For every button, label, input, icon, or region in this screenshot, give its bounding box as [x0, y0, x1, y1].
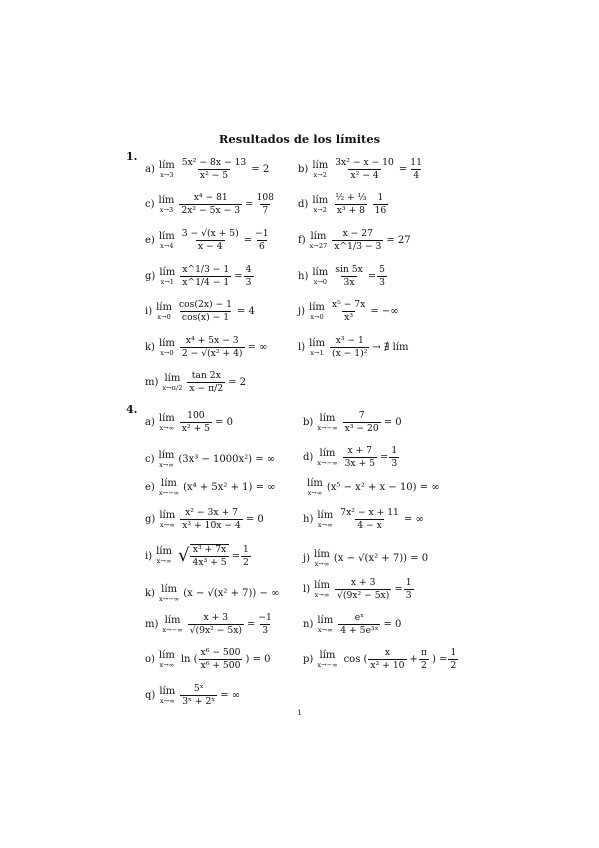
result: = 27: [386, 235, 411, 247]
limit-operator: lím x→2: [312, 159, 329, 179]
fraction: $\frac{x - 27}{x\^{}1/3 - 3}$: [334, 228, 382, 253]
fraction: $\frac{x + 3}{\text{√(9x² − 5x)}}$: [337, 577, 390, 602]
exercise-1k: [145, 336, 267, 359]
item-label: a): [145, 417, 155, 429]
exercise-4d: [303, 446, 400, 469]
exercise-1l: [298, 336, 408, 359]
expression: (x − √(x² + 7)) − ∞: [183, 588, 280, 600]
fraction: $\frac{\text{x⁴ + 5x − 3}}{\text{2 − √(x² + 4)}}$: [181, 335, 243, 360]
result-fraction: $\frac{-1}{6}$: [255, 228, 269, 253]
fraction: $\frac{100}{\text{x² + 5}}$: [181, 410, 211, 435]
limit-operator: lím x→∞: [317, 614, 334, 634]
limit-operator: lím x→−∞: [158, 584, 180, 603]
result: = 2: [251, 164, 270, 176]
limit-operator: lím x→∞: [317, 509, 334, 529]
item-label: e): [145, 235, 155, 247]
item-label: h): [303, 514, 314, 526]
item-label: k): [145, 588, 155, 600]
result: ) =: [431, 654, 448, 666]
result: = 0: [215, 417, 233, 429]
result: = ∞: [247, 342, 268, 354]
result: = 0: [245, 514, 264, 526]
exercise-1c: [145, 193, 277, 216]
fraction: $\frac{x + 3}{\text{√(9x² − 5x)}}$: [189, 612, 242, 637]
limit-operator: lím x→−∞: [317, 412, 338, 432]
item-label: h): [298, 271, 309, 283]
exercise-4g: [145, 508, 264, 531]
exercise-1g: [145, 265, 255, 288]
result-fraction: $\frac{1}{3}$: [405, 577, 412, 602]
exercise-4b: [303, 411, 402, 434]
exercise-4q: [145, 684, 240, 707]
result: = −∞: [370, 306, 399, 318]
limit-operator: lím x→∞: [314, 549, 330, 568]
limit-operator: lím x→2: [312, 194, 329, 214]
item-label: i): [145, 550, 153, 562]
exercise-1h: [298, 265, 388, 288]
item-label: a): [145, 164, 155, 176]
item-label: f): [298, 235, 306, 247]
result-fraction: $\frac{1}{2}$: [450, 647, 457, 672]
fraction: $\frac{7}{\text{x³ − 20}}$: [344, 410, 379, 435]
result: =: [234, 271, 243, 283]
fraction: $\frac{3 - √(x + 5)}{x - 4}$: [181, 228, 239, 253]
limit-operator: lím x→π/2: [162, 372, 183, 392]
result: = 2: [228, 377, 247, 389]
root-sign: √: [178, 545, 190, 567]
result: = ∞: [403, 514, 424, 526]
item-label: l): [298, 342, 306, 354]
result-fraction: $\frac{4}{3}$: [245, 264, 252, 289]
item-label: q): [145, 690, 156, 702]
fraction: $\frac{x\^{}1/3 - 1}{x\^{}1/4 - 1}$: [182, 264, 230, 289]
result: = 0: [383, 619, 402, 631]
fraction: $\frac{\text{x³ − 1}}{\text{(x − 1)²}}$: [332, 335, 368, 360]
item-label: i): [145, 306, 153, 318]
exercise-1m: [145, 371, 246, 394]
limit-operator: lím x→∞: [158, 412, 175, 432]
item-label: g): [145, 514, 156, 526]
fraction: $\frac{\text{x⁶ − 500}}{\text{x⁶ + 500}}$: [200, 647, 241, 672]
exercise-4l: [303, 578, 415, 601]
limit-operator: lím x→∞: [159, 509, 176, 529]
item-label: e): [145, 482, 155, 494]
result-fraction: $\frac{1}{3}$: [391, 445, 398, 470]
result: =: [246, 619, 256, 631]
fraction: $\frac{\text{eˣ}}{\text{4 + 5e³ˣ}}$: [340, 612, 379, 637]
item-label: g): [145, 271, 156, 283]
item-label: n): [303, 619, 314, 631]
page-title: Resultados de los límites: [218, 132, 381, 146]
item-label: m): [145, 377, 159, 389]
result: =: [367, 271, 377, 283]
result: =: [394, 584, 403, 596]
result-fraction: $\frac{1}{16}$: [374, 192, 387, 217]
fraction: $\frac{\sin 5x}{3x}$: [335, 264, 363, 289]
limit-operator: lím x→3: [158, 194, 175, 214]
exercise-1i: [145, 300, 255, 323]
expression: (3x³ − 1000x²) = ∞: [178, 454, 276, 466]
result: = ∞: [220, 690, 241, 702]
result-fraction: $\frac{11}{4}$: [410, 157, 422, 182]
expression: (x⁵ − x² + x − 10) = ∞: [326, 482, 440, 494]
limit-operator: lím x→−∞: [317, 649, 338, 669]
exercise-1e: [145, 229, 272, 252]
item-label: j): [298, 306, 306, 318]
result-fraction: $\frac{108}{7}$: [256, 192, 275, 217]
inner-fraction: $\frac{\pi}{2}$: [420, 647, 427, 672]
result-fraction: $\frac{-1}{3}$: [258, 612, 272, 637]
item-label: p): [303, 654, 314, 666]
fraction: $\frac{\text{5ˣ}}{\text{3ˣ + 2ˣ}}$: [182, 683, 216, 708]
limit-operator: lím x→27: [309, 230, 328, 250]
limit-operator: lím x→∞: [307, 478, 323, 497]
limit-operator: lím x→0: [309, 301, 325, 321]
exercise-1b: [298, 158, 425, 181]
limit-operator: lím x→0: [156, 301, 172, 321]
limit-operator: lím x→3: [158, 159, 175, 179]
exercise-4i: [145, 544, 252, 568]
section-number-4: 4.: [126, 403, 138, 416]
function-prefix: cos (: [343, 654, 368, 666]
exercise-4p: [303, 648, 459, 671]
exercise-4k: [145, 584, 279, 603]
fraction: $\frac{\text{x³ + 7x}}{\text{4x³ + 5}}$: [192, 544, 227, 569]
item-label: l): [303, 584, 311, 596]
function-prefix: ln (: [180, 654, 198, 666]
item-label: o): [145, 654, 155, 666]
item-label: d): [303, 452, 314, 464]
fraction: $\frac{\text{½ + ⅓}}{\text{x³ + 8}}$: [335, 192, 367, 217]
exercise-1f: [298, 229, 411, 252]
limit-operator: lím x→−∞: [317, 447, 338, 467]
limit-operator: lím x→∞: [159, 685, 176, 705]
fraction: $\frac{x + 7}{3x + 5}$: [344, 445, 375, 470]
result: =: [245, 199, 254, 211]
limit-operator: lím x→0: [312, 266, 329, 286]
exercise-1d: [298, 193, 389, 216]
exercise-4f: [303, 478, 440, 497]
exercise-1j: [298, 300, 399, 323]
exercise-4n: [303, 613, 401, 636]
result: = 0: [383, 417, 402, 429]
result: = 4: [236, 306, 255, 318]
fraction: $\frac{\text{5x² − 8x − 13}}{\text{x² − 5}}$: [181, 157, 247, 182]
fraction: $\frac{\text{x⁵ − 7x}}{\text{x³}}$: [331, 299, 366, 324]
result: =: [398, 164, 408, 176]
item-label: b): [303, 417, 314, 429]
exercise-4h: [303, 508, 424, 531]
fraction: $\frac{x}{\text{x² + 10}}$: [370, 647, 405, 672]
fraction: $\frac{\text{x² − 3x + 7}}{\text{x³ + 10x − 4}}$: [182, 507, 241, 532]
limit-operator: lím x→−∞: [162, 614, 183, 634]
exercise-4m: [145, 613, 275, 636]
fraction: $\frac{\text{3x² − x − 10}}{\text{x² − 4}}$: [335, 157, 394, 182]
limit-operator: lím x→∞: [314, 579, 330, 599]
fraction: $\frac{\cos(2x) - 1}{\cos(x) - 1}$: [179, 299, 232, 324]
limit-operator: lím x→∞: [156, 546, 172, 566]
exercise-1a: [145, 158, 269, 181]
exercise-4a: [145, 411, 233, 434]
item-label: c): [145, 454, 155, 466]
exercise-4j: [303, 549, 428, 568]
result: ) = 0: [245, 654, 271, 666]
fraction: $\frac{\tan 2x}{x - \pi/2}$: [189, 370, 224, 395]
exercise-4c: [145, 450, 275, 469]
result-fraction: $\frac{5}{3}$: [379, 264, 386, 289]
limit-operator: lím x→1: [159, 266, 176, 286]
limit-operator: lím x→1: [309, 337, 325, 357]
expression: (x⁴ + 5x² + 1) = ∞: [183, 482, 276, 494]
result: =: [231, 550, 240, 562]
fraction: $\frac{\text{7x² − x + 11}}{4 - x}$: [340, 507, 399, 532]
result: =: [380, 452, 389, 464]
page-number: 1: [297, 709, 302, 717]
limit-operator: lím x→4: [158, 230, 175, 250]
limit-operator: lím x→∞: [158, 649, 175, 669]
result: → ∄ lím: [372, 342, 409, 354]
section-number-1: 1.: [126, 150, 138, 163]
item-label: m): [145, 619, 159, 631]
exercise-4e: [145, 478, 275, 497]
result-fraction: $\frac{1}{2}$: [242, 543, 249, 568]
operator: +: [409, 654, 418, 666]
expression: (x − √(x² + 7)) = 0: [333, 553, 429, 565]
item-label: c): [145, 199, 155, 211]
exercise-4o: [145, 648, 270, 671]
result: =: [243, 235, 253, 247]
limit-operator: lím x→0: [158, 337, 175, 357]
item-label: d): [298, 199, 309, 211]
item-label: j): [303, 553, 311, 565]
item-label: k): [145, 342, 155, 354]
item-label: b): [298, 164, 309, 176]
limit-operator: lím x→∞: [158, 450, 175, 469]
limit-operator: lím x→−∞: [158, 478, 180, 497]
fraction: $\frac{\text{x⁴ − 81}}{\text{2x² − 5x − 3}}$: [181, 192, 241, 217]
